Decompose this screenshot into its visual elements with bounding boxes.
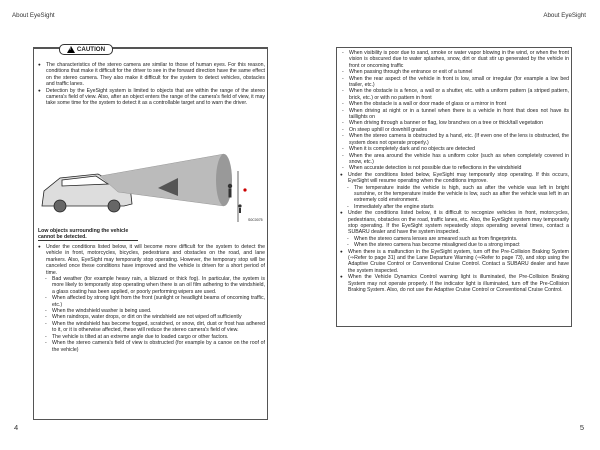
warning-icon: ! [67, 46, 75, 53]
dash-item: - On steep uphill or downhill grades [340, 127, 569, 133]
dash-item: - Bad weather (for example heavy rain, a blizzard or thick fog). In particular, the system is more likely to temporarily stop operating when there is an oil film adhering to the windshield, a glass coating has been applied, or poorly performing wipers are used. [38, 276, 265, 295]
dash-item: - When the rear aspect of the vehicle in front is low, small or irregular (for example a low bed trailer, etc.) [340, 76, 569, 89]
dash-item: - The vehicle is tilted at an extreme angle due to loaded cargo or other factors. [38, 334, 265, 340]
dash-item: - When visibility is poor due to sand, smoke or water vapor blowing in the wind, or when the front vision is obscured due to water splashes, snow, dirt or dust stir up generated by the vehicle in front or oncoming traffic [340, 50, 569, 69]
dash-item: - When passing through the entrance or exit of a tunnel [340, 69, 569, 75]
left-column-top [38, 62, 265, 107]
dash-item: - When the windshield washer is being used. [38, 308, 265, 314]
header-right: About EyeSight [543, 12, 586, 19]
detection-marker-icon [243, 188, 246, 191]
dash-item: - When accurate detection is not possible due to reflections in the windshield [340, 165, 569, 171]
dash-item: - When the obstacle is a fence, a wall or a shutter, etc. with a uniform pattern (a striped pattern, brick, etc.) or with no pattern in front [340, 88, 569, 101]
figure-caption: Low objects surrounding the vehicle cannot be detected. [38, 228, 138, 241]
dash-item: - When the obstacle is a wall or door made of glass or a mirror in front [340, 101, 569, 107]
dash-item: - When the stereo camera's field of view is obstructed (for example by a canoe on the roof of the vehicle) [38, 340, 265, 353]
caution-label [59, 44, 113, 55]
dash-item: - When it is completely dark and no objects are detected [340, 146, 569, 152]
bullet-detection-range: ● Detection by the EyeSight system is limited to objects that are within the range of the stereo camera's field of view. Also, after an object enters the range of the camera's field of view, it may take some time for the system to detect it as a controllable target and to warn the driver. [38, 88, 265, 107]
header-left: About EyeSight [12, 12, 55, 19]
bullet-malfunction: ● When there is a malfunction in the EyeSight system, turn off the Pre-Collision Braking System (⇒Refer to page 31) and the Lane Departure Warning (⇒Refer to page 73), and stop using the Adaptive Cruise Control or Conventional Cruise Control. Contact a SUBARU dealer and have the system inspected. [340, 249, 569, 275]
figure-id: S0C0075 [248, 218, 263, 222]
bullet-recognize: ● Under the conditions listed below, it is difficult to recognize vehicles in front, motorcycles, pedestrians, obstacles on the road, traffic lanes, etc. Also, the EyeSight system may temporarily stop operating. If the EyeSight system repeatedly stops operating several times, contact a SUBARU dealer and have the system inspected. [340, 210, 569, 236]
page-number-left: 4 [14, 423, 19, 432]
bullet-under-conditions: ● Under the conditions listed below, it will become more difficult for the system to detect the vehicle in front, motorcycles, bicycles, pedestrians and obstacles on the road, and lane markers. Also, EyeSight may temporarily stop operating. However, the temporary stop will be canceled once these conditions have improved and the vehicle is driven for a short period of time. [38, 244, 265, 276]
dash-item: - When the area around the vehicle has a uniform color (such as when completely covered in snow, etc.) [340, 153, 569, 166]
dash-item: - When affected by strong light from the front (sunlight or headlight beams of oncoming traffic, etc.) [38, 295, 265, 308]
dash-item: - When the windshield has become fogged, scratched, or snow, dirt, dust or frost has adhered to it, or it is otherwise affected, these will reduce the stereo camera's field of view. [38, 321, 265, 334]
left-column-bottom [38, 244, 265, 353]
page-number-right: 5 [579, 423, 584, 432]
right-column [340, 50, 569, 293]
dash-item: - When driving through a banner or flag, low branches on a tree or thick/tall vegetation [340, 120, 569, 126]
bullet-characteristics: ● The characteristics of the stereo camera are similar to those of human eyes. For this reason, conditions that make it difficult for the driver to see in the forward direction have the same effect on the stereo camera. They also make it difficult for the system to detect vehicles, obstacles and traffic lanes. [38, 62, 265, 88]
dash-item: - When raindrops, water drops, or dirt on the windshield are not wiped off sufficiently [38, 314, 265, 320]
bullet-vdc-warning: ● When the Vehicle Dynamics Control warning light is illuminated, the Pre-Collision Braking System may not operate properly. If the indicator light is illuminated, turn off the Pre-Collision Braking System. Also, do not use the Adaptive Cruise Control or Conventional Cruise Control. [340, 274, 569, 293]
dash-item: - When the stereo camera is obstructed by a hand, etc. (If even one of the lens is obstructed, the system does not operate properly.) [340, 133, 569, 146]
dash-item: - Immediately after the engine starts [340, 204, 569, 210]
bullet-temporary-stop: ● Under the conditions listed below, EyeSight may temporarily stop operating. If this occurs, EyeSight will resume operating when the conditions improve. [340, 172, 569, 185]
dash-item: - When the stereo camera lenses are smeared such as from fingerprints. [340, 236, 569, 242]
car-camera-illustration [38, 146, 262, 228]
dash-item: - The temperature inside the vehicle is high, such as after the vehicle was left in bright sunshine, or the temperature inside the vehicle is low, such as after the vehicle was left in an extremely cold environment. [340, 185, 569, 204]
dash-item: - When driving at night or in a tunnel when there is a vehicle in front that does not have its taillights on [340, 108, 569, 121]
child-icon [238, 204, 241, 213]
caution-text: CAUTION [76, 46, 106, 53]
dash-item: - When the stereo camera has become misaligned due to a strong impact [340, 242, 569, 248]
